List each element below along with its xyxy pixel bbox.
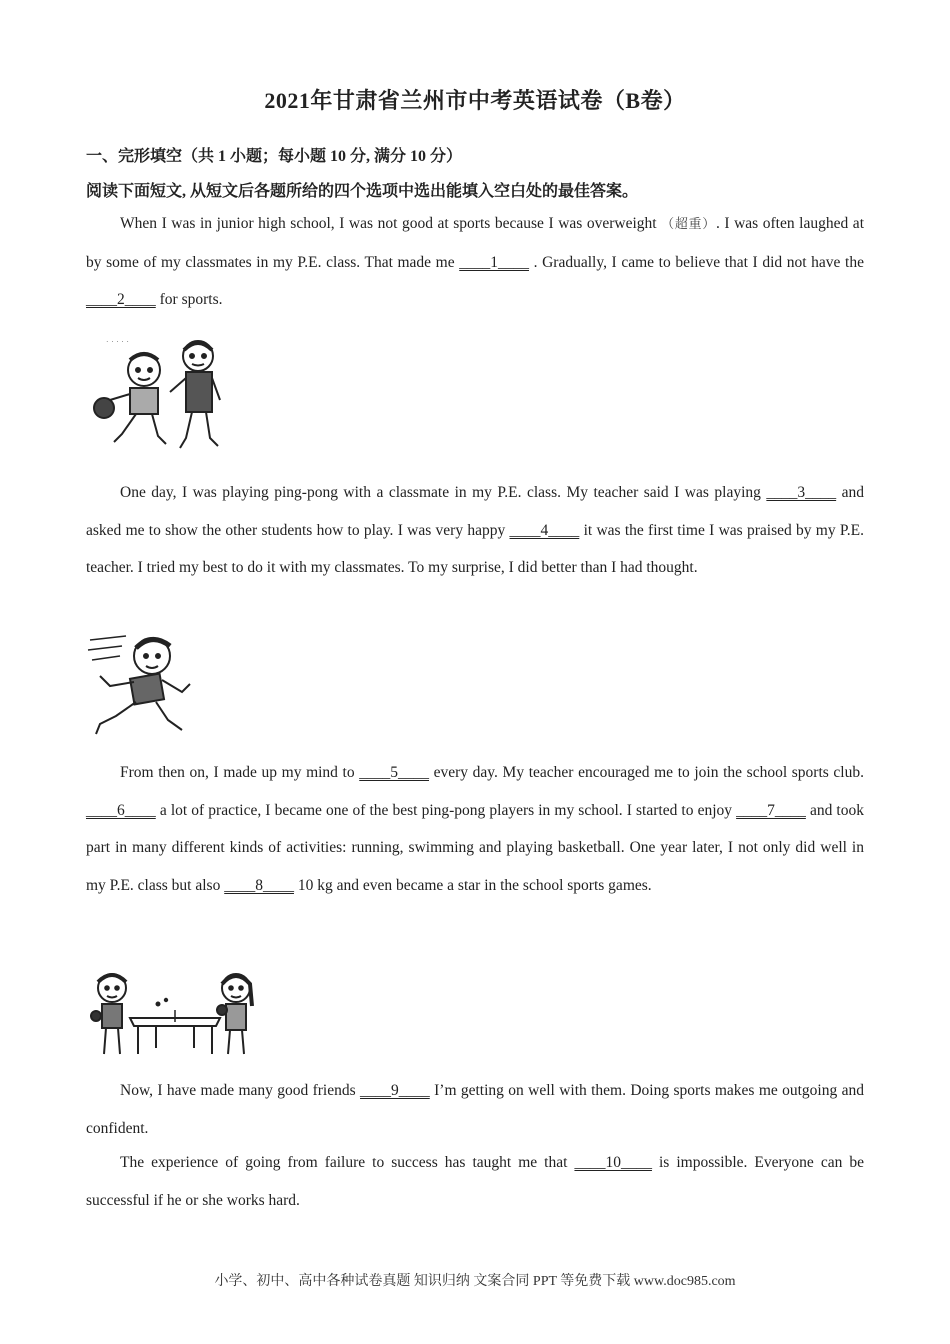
p3-text-e: 10 kg and even became a star in the school sports games. — [293, 876, 652, 894]
paragraph-5 — [86, 1144, 864, 1219]
blank-9[interactable]: ____9____ — [360, 1082, 430, 1099]
p3-text-b: every day. My teacher encouraged me to join the school sports club. — [429, 764, 864, 781]
p3-text-a: From then on, I made up my mind to — [120, 764, 360, 781]
p2-text-a: One day, I was playing ping-pong with a classmate in my P.E. class. My teacher said I was playing — [120, 484, 767, 501]
paragraph-2 — [86, 474, 864, 587]
paragraph-1 — [86, 205, 864, 319]
blank-8[interactable]: ____8____ — [224, 876, 294, 894]
page-title: 2021年甘肃省兰州市中考英语试卷（B卷） — [264, 88, 686, 113]
blank-10[interactable]: ____10____ — [574, 1154, 652, 1171]
blank-7[interactable]: ____7____ — [736, 801, 806, 819]
p1-text-b: . I was often laughed at by some of my classmates in my P.E. class. That made me — [86, 215, 864, 271]
p2-text-b: and asked me to show the other students how to play. I was very happy — [86, 484, 864, 539]
section-heading: 一、完形填空（共 1 小题；每小题 10 分, 满分 10 分） — [86, 148, 463, 165]
paragraph-3 — [86, 754, 864, 904]
p4-text-b: I’m getting on well with them. Doing sports makes me outgoing and confident. — [86, 1082, 864, 1137]
page-footer: 小学、初中、高中各种试卷真题 知识归纳 文案合同 PPT 等免费下载 www.doc985.com — [214, 1274, 736, 1289]
blank-3[interactable]: ____3____ — [766, 484, 837, 501]
p4-text-a: Now, I have made many good friends — [120, 1082, 361, 1099]
svg-text:. . . . .: . . . . . — [106, 335, 129, 344]
blank-6[interactable]: ____6____ — [86, 801, 156, 819]
p1-text-a: When I was in junior high school, I was not good at sports because I was overweight — [120, 215, 662, 232]
ping-pong-illustration — [86, 966, 258, 1062]
blank-5[interactable]: ____5____ — [359, 764, 429, 781]
p1-chinese-note: （超重） — [661, 217, 716, 232]
basketball-kids-illustration — [86, 330, 226, 460]
paragraph-4 — [86, 1072, 864, 1147]
p2-text-c: it was the first time I was praised by my P.E. teacher. I tried my best to do it with my classmates. To my surprise, I did better than I had thought. — [86, 521, 864, 576]
p1-text-c: . Gradually, I came to believe that I did not have the — [528, 253, 864, 271]
running-boy-illustration — [86, 626, 196, 738]
blank-1[interactable]: ____1____ — [459, 253, 529, 271]
p5-text-b: is impossible. Everyone can be successful if he or she works hard. — [86, 1154, 864, 1209]
instruction-text: 阅读下面短文, 从短文后各题所给的四个选项中选出能填入空白处的最佳答案。 — [86, 183, 639, 200]
blank-2[interactable]: ____2____ — [86, 291, 156, 308]
p5-text-a: The experience of going from failure to success has taught me that — [120, 1154, 575, 1171]
p1-text-d: for sports. — [155, 291, 223, 308]
p3-text-c: a lot of practice, I became one of the best ping-pong players in my school. I started to enjoy — [155, 801, 737, 819]
p3-text-d: and took part in many different kinds of activities: running, swimming and playing basketball. One year later, I not only did well in my P.E. class but also — [86, 801, 864, 894]
blank-4[interactable]: ____4____ — [509, 521, 580, 539]
